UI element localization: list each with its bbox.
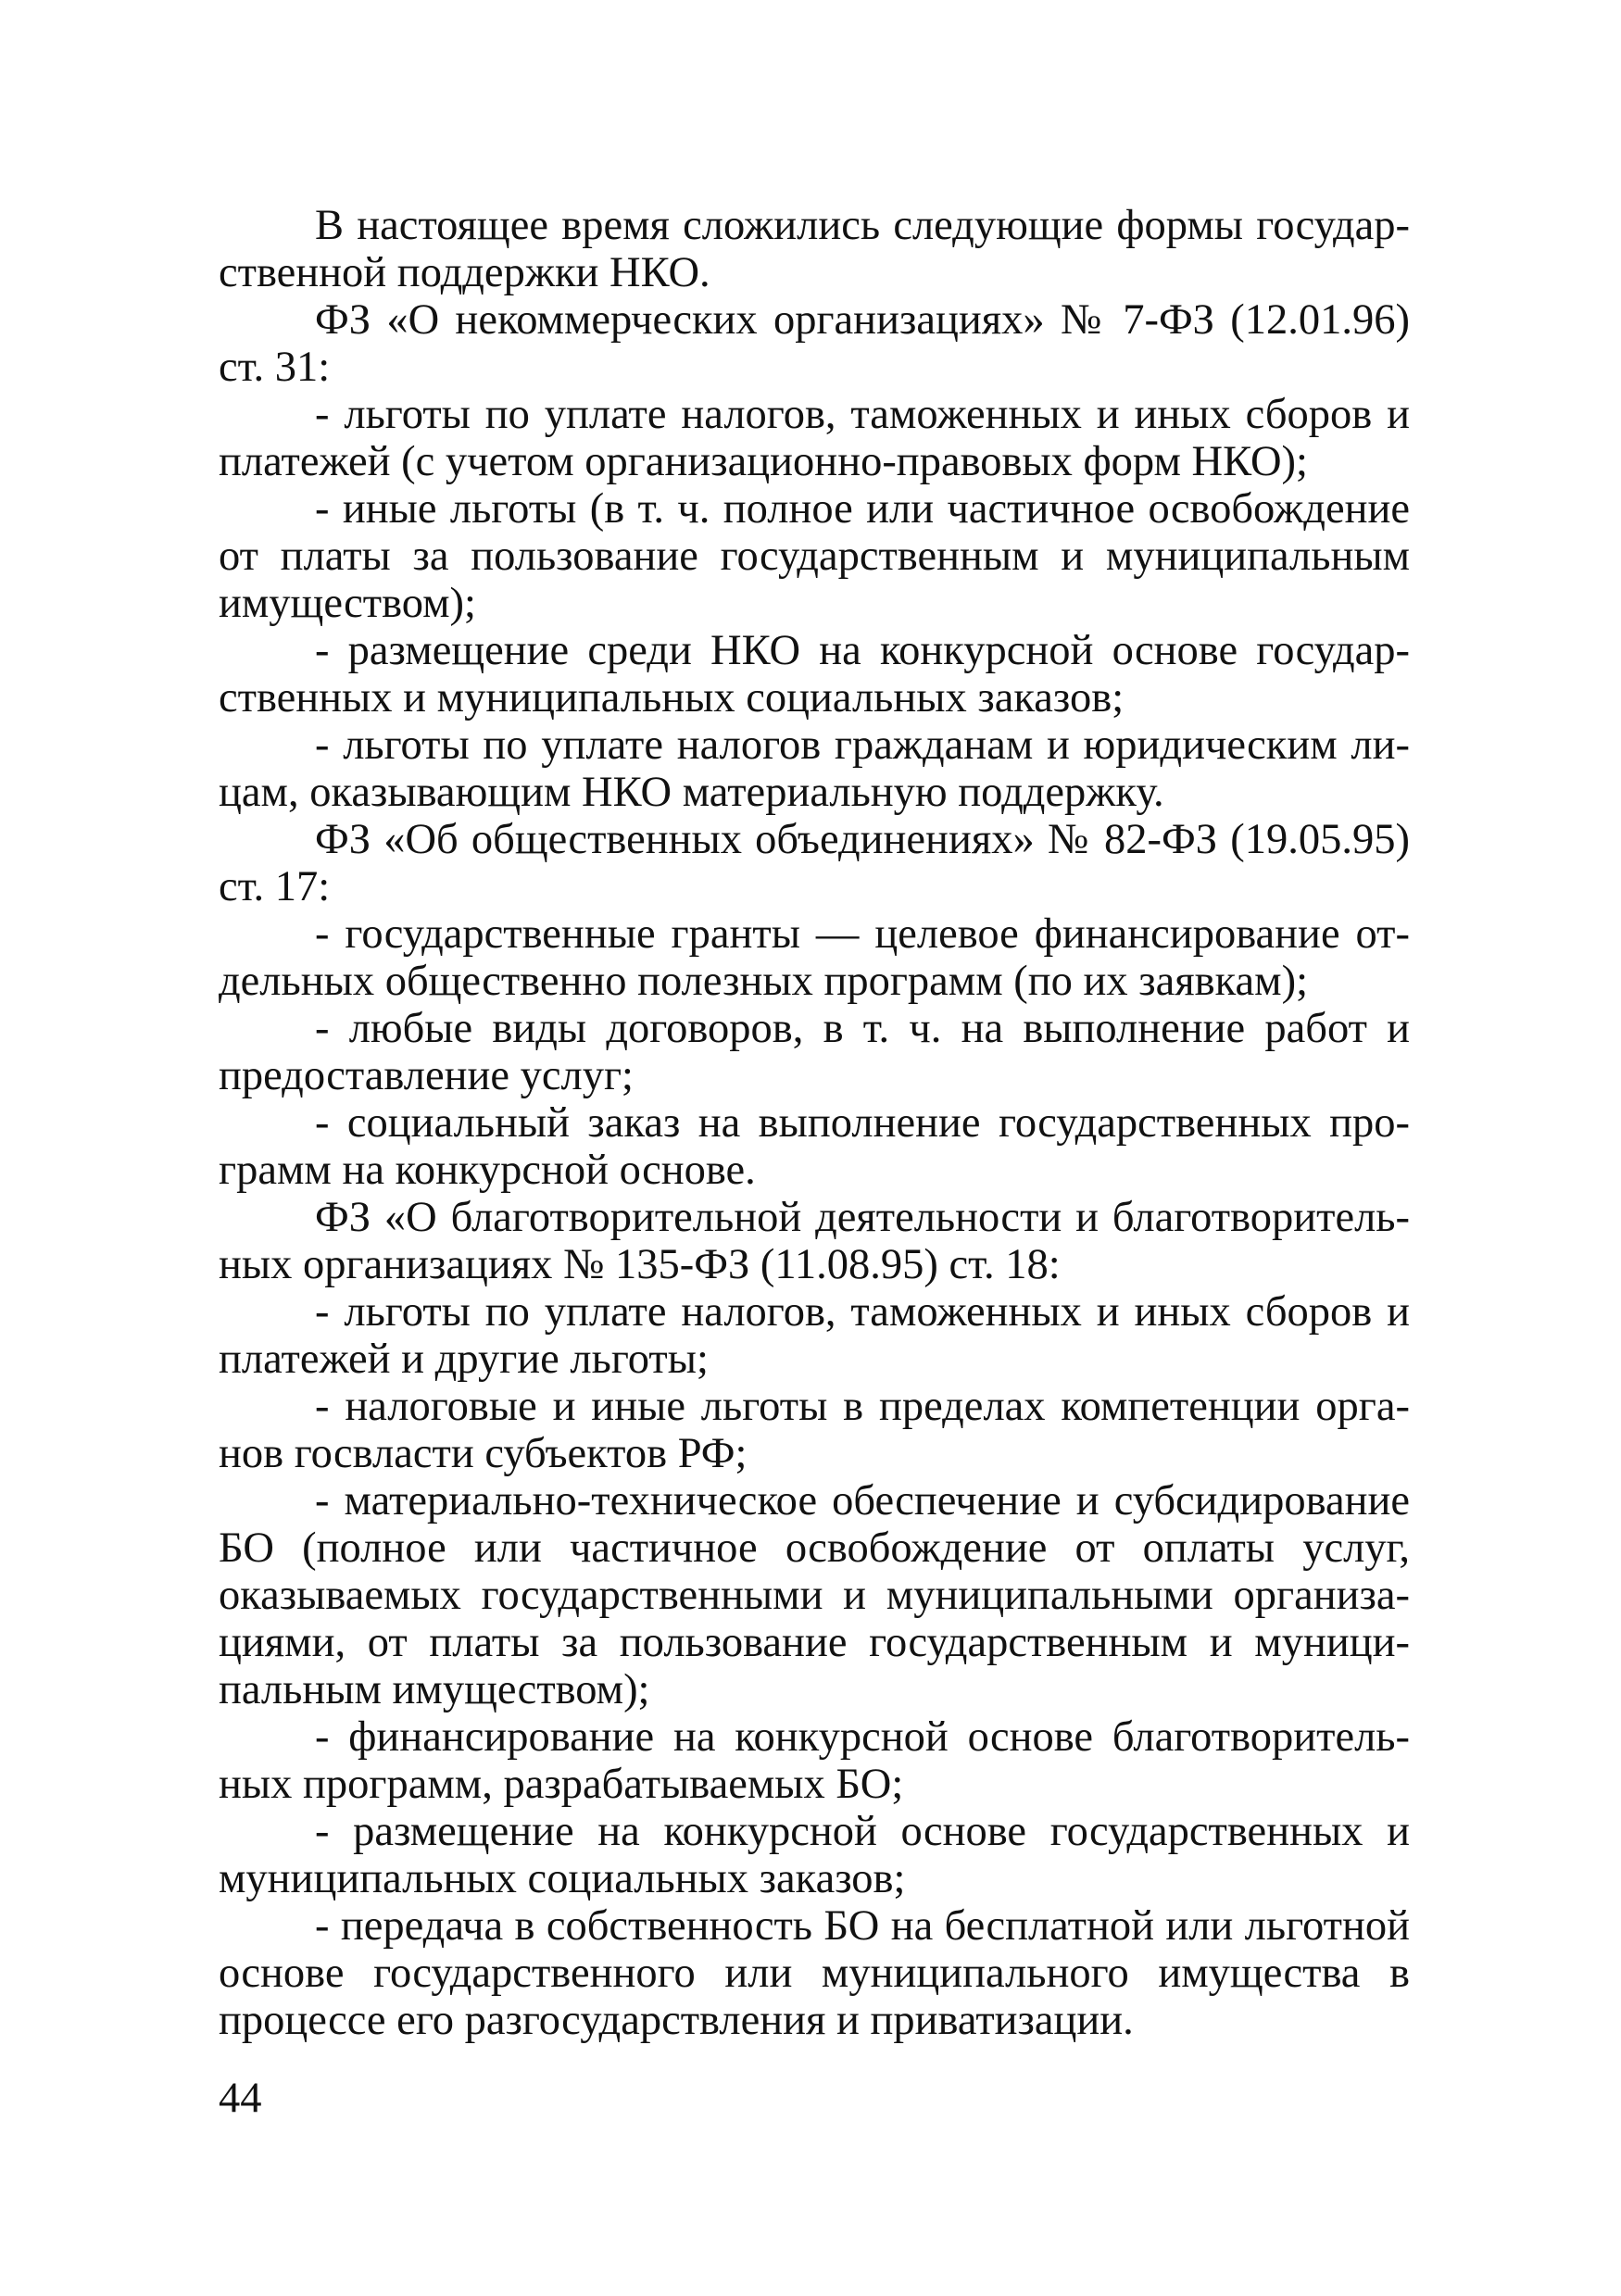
paragraph-law-associations-heading: ФЗ «Об общественных объединениях» № 82-ФЗ (19.05.95) ст. 17: [219,816,1410,910]
list-item-charity-material-support: - материально-техническое обеспечение и субсидирование БО (полное или частичное освобождение от оплаты услуг, оказываемых государственными и муниципальными организациями, от платы за пользование государственным и муниципальным имуществом); [219,1477,1410,1713]
list-item-associations-social-order: - социальный заказ на выполнение государственных программ на конкурсной основе. [219,1099,1410,1194]
list-item-charity-social-orders: - размещение на конкурсной основе государственных и муниципальных социальных заказов; [219,1808,1410,1902]
list-item-nko-tax-benefits: - льготы по уплате налогов, таможенных и иных сборов и платежей (с учетом организационно-правовых форм НКО); [219,391,1410,485]
list-item-nko-other-benefits: - иные льготы (в т. ч. полное или частичное освобождение от платы за пользование государственным и муниципальным имуществом); [219,485,1410,627]
page-number: 44 [219,2075,262,2122]
list-item-charity-regional-benefits: - налоговые и иные льготы в пределах компетенции органов госвласти субъектов РФ; [219,1383,1410,1477]
list-item-associations-grants: - государственные гранты — целевое финансирование отдельных общественно полезных программ (по их заявкам); [219,910,1410,1005]
paragraph-law-nko-heading: ФЗ «О некоммерческих организациях» № 7-ФЗ (12.01.96) ст. 31: [219,296,1410,391]
body-text [219,202,1410,2044]
list-item-nko-social-orders: - размещение среди НКО на конкурсной основе государственных и муниципальных социальных заказов; [219,627,1410,721]
paragraph-law-charity-heading: ФЗ «О благотворительной деятельности и благотворительных организациях № 135-ФЗ (11.08.95) ст. 18: [219,1194,1410,1288]
list-item-nko-donor-benefits: - льготы по уплате налогов гражданам и юридическим лицам, оказывающим НКО материальную поддержку. [219,721,1410,816]
list-item-charity-program-financing: - финансирование на конкурсной основе благотворительных программ, разрабатываемых БО; [219,1713,1410,1808]
list-item-charity-property-transfer: - передача в собственность БО на бесплатной или льготной основе государственного или муниципального имущества в процессе его разгосударствления и приватизации. [219,1902,1410,2044]
list-item-associations-contracts: - любые виды договоров, в т. ч. на выполнение работ и предоставление услуг; [219,1005,1410,1099]
paragraph-intro: В настоящее время сложились следующие формы государственной поддержки НКО. [219,202,1410,296]
list-item-charity-tax-benefits: - льготы по уплате налогов, таможенных и иных сборов и платежей и другие льготы; [219,1288,1410,1383]
